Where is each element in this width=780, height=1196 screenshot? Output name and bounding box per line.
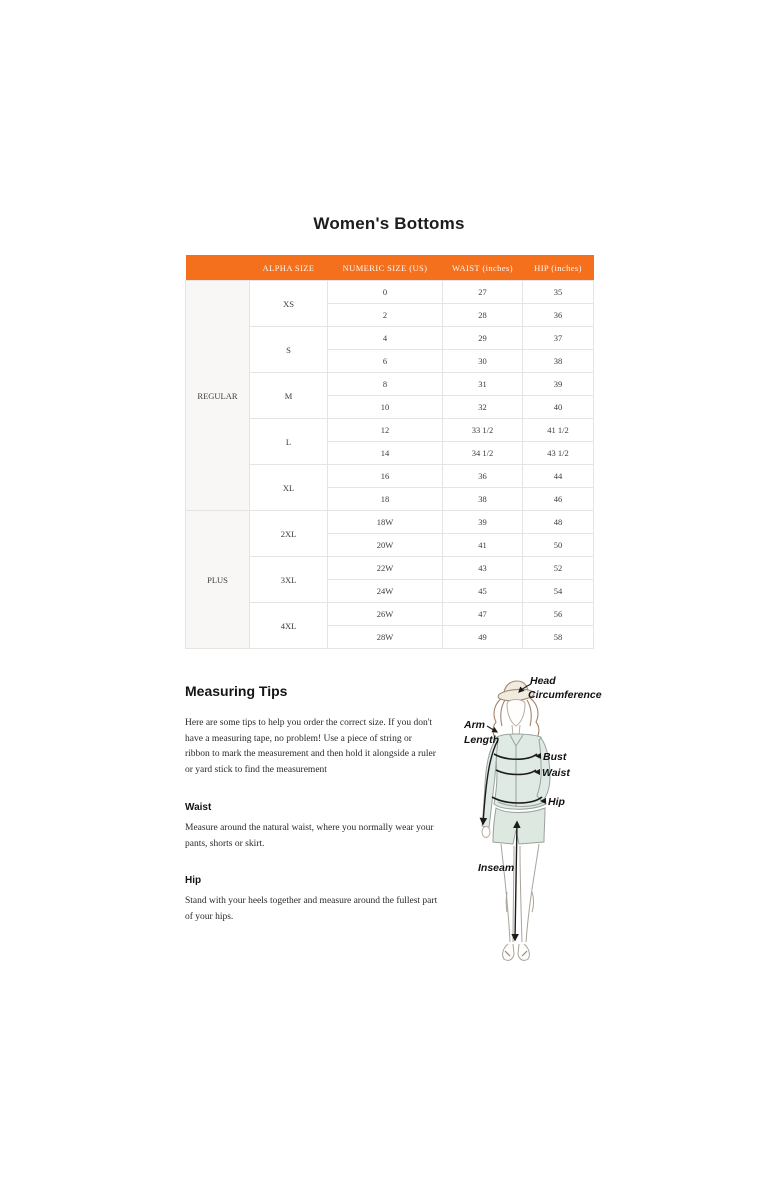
numeric-size-cell: 20W: [328, 534, 443, 557]
header-hip: HIP (inches): [523, 255, 594, 281]
numeric-size-cell: 12: [328, 419, 443, 442]
numeric-size-cell: 2: [328, 304, 443, 327]
hip-cell: 56: [523, 603, 594, 626]
text-line: pants, shorts or skirt.: [185, 838, 265, 849]
numeric-size-cell: 16: [328, 465, 443, 488]
hip-cell: 44: [523, 465, 594, 488]
header-waist: WAIST (inches): [443, 255, 523, 281]
figure-feet: [503, 944, 530, 960]
hip-cell: 54: [523, 580, 594, 603]
numeric-size-cell: 18: [328, 488, 443, 511]
figure-label-bust: Bust: [543, 751, 567, 763]
hip-cell: 58: [523, 626, 594, 649]
numeric-size-cell: 0: [328, 281, 443, 304]
text-line: Measure around the natural waist, where you normally wear your: [185, 823, 434, 833]
group-label-regular: REGULAR: [186, 281, 250, 511]
alpha-size-cell: M: [250, 373, 328, 419]
text-line: Stand with your heels together and measure around the fullest part: [185, 896, 438, 906]
header-numeric-size: NUMERIC SIZE (US): [328, 255, 443, 281]
hip-cell: 36: [523, 304, 594, 327]
intro-line: ribbon to mark the measurement and then hold it alongside a ruler: [185, 749, 436, 759]
waist-cell: 39: [443, 511, 523, 534]
figure-legs: [501, 844, 539, 942]
hip-cell: 37: [523, 327, 594, 350]
alpha-size-cell: 3XL: [250, 557, 328, 603]
alpha-size-cell: XL: [250, 465, 328, 511]
figure-label-waist: Waist: [542, 767, 570, 779]
figure-label-arm-length: Arm: [464, 719, 486, 731]
numeric-size-cell: 4: [328, 327, 443, 350]
numeric-size-cell: 10: [328, 396, 443, 419]
waist-cell: 34 1/2: [443, 442, 523, 465]
alpha-size-cell: L: [250, 419, 328, 465]
waist-cell: 28: [443, 304, 523, 327]
waist-cell: 33 1/2: [443, 419, 523, 442]
hip-cell: 48: [523, 511, 594, 534]
numeric-size-cell: 28W: [328, 626, 443, 649]
hip-section-text: [185, 894, 465, 925]
intro-line: have a measuring tape, no problem! Use a piece of string or: [185, 733, 412, 744]
text-line: of your hips.: [185, 911, 234, 922]
waist-cell: 32: [443, 396, 523, 419]
inseam-line: [515, 822, 517, 940]
waist-cell: 29: [443, 327, 523, 350]
figure-label-hip: Hip: [548, 796, 565, 808]
header-group: [186, 255, 250, 281]
waist-section-heading: Waist: [185, 802, 212, 813]
waist-cell: 49: [443, 626, 523, 649]
alpha-size-cell: XS: [250, 281, 328, 327]
measurement-figure-illustration: [452, 660, 620, 980]
alpha-size-cell: 4XL: [250, 603, 328, 649]
alpha-size-cell: S: [250, 327, 328, 373]
size-table: [185, 255, 594, 649]
alpha-size-cell: 2XL: [250, 511, 328, 557]
arm-length-pointer: [487, 726, 497, 732]
header-alpha-size: ALPHA SIZE: [250, 255, 328, 281]
figure-face: [507, 700, 525, 736]
numeric-size-cell: 24W: [328, 580, 443, 603]
intro-line: Here are some tips to help you order the correct size. If you don't: [185, 718, 433, 728]
figure-label-inseam: Inseam: [478, 862, 515, 874]
numeric-size-cell: 26W: [328, 603, 443, 626]
numeric-size-cell: 6: [328, 350, 443, 373]
page-title: Women's Bottoms: [313, 214, 465, 233]
hip-cell: 40: [523, 396, 594, 419]
waist-section-text: [185, 821, 465, 852]
table-row: [186, 511, 594, 534]
numeric-size-cell: 22W: [328, 557, 443, 580]
numeric-size-cell: 8: [328, 373, 443, 396]
hip-cell: 35: [523, 281, 594, 304]
numeric-size-cell: 14: [328, 442, 443, 465]
size-table-header-row: [186, 255, 594, 281]
waist-cell: 38: [443, 488, 523, 511]
waist-cell: 43: [443, 557, 523, 580]
waist-cell: 45: [443, 580, 523, 603]
table-row: [186, 281, 594, 304]
hip-cell: 46: [523, 488, 594, 511]
figure-shorts: [493, 808, 545, 844]
waist-cell: 27: [443, 281, 523, 304]
numeric-size-cell: 18W: [328, 511, 443, 534]
hip-cell: 39: [523, 373, 594, 396]
waist-cell: 30: [443, 350, 523, 373]
measuring-tips-heading: Measuring Tips: [185, 683, 288, 699]
waist-cell: 47: [443, 603, 523, 626]
hip-cell: 50: [523, 534, 594, 557]
measurement-figure: [452, 660, 620, 980]
waist-cell: 41: [443, 534, 523, 557]
figure-label-head-circumference: Head: [530, 675, 556, 687]
hip-cell: 38: [523, 350, 594, 373]
figure-label-arm-length-2: Length: [464, 734, 499, 746]
hip-cell: 41 1/2: [523, 419, 594, 442]
intro-line: or yard stick to find the measurement: [185, 764, 327, 775]
hip-section-heading: Hip: [185, 875, 202, 886]
waist-cell: 31: [443, 373, 523, 396]
hip-cell: 43 1/2: [523, 442, 594, 465]
group-label-plus: PLUS: [186, 511, 250, 649]
waist-cell: 36: [443, 465, 523, 488]
figure-label-head-circumference-2: Circumference: [528, 689, 602, 701]
hip-cell: 52: [523, 557, 594, 580]
measuring-tips-intro: [185, 716, 465, 778]
figure-hand: [482, 827, 490, 838]
